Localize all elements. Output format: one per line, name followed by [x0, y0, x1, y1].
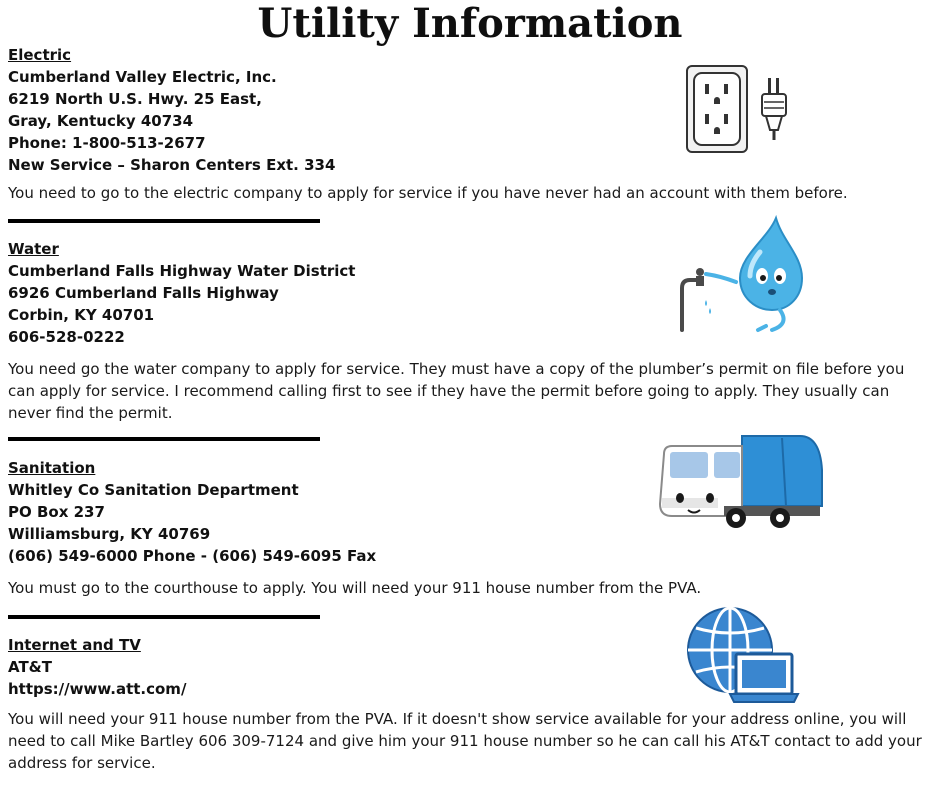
section-divider — [8, 615, 320, 619]
section-heading-water: Water — [8, 240, 59, 258]
water-company-name: Cumberland Falls Highway Water District — [8, 262, 356, 280]
electric-address-street: 6219 North U.S. Hwy. 25 East, — [8, 90, 262, 108]
water-address-street: 6926 Cumberland Falls Highway — [8, 284, 279, 302]
electric-new-service: New Service – Sharon Centers Ext. 334 — [8, 156, 336, 174]
water-address-city: Corbin, KY 40701 — [8, 306, 155, 324]
internet-provider-url: https://www.att.com/ — [8, 680, 187, 698]
sanitation-address-city: Williamsburg, KY 40769 — [8, 525, 211, 543]
section-divider — [8, 437, 320, 441]
page-title: Utility Information — [257, 0, 683, 47]
sanitation-department-name: Whitley Co Sanitation Department — [8, 481, 299, 499]
section-heading-internet-tv: Internet and TV — [8, 636, 141, 654]
sanitation-phone-fax: (606) 549-6000 Phone - (606) 549-6095 Fax — [8, 547, 377, 565]
internet-description: You will need your 911 house number from the PVA. If it doesn't show service available for your address online, you will need to call Mike Bartley 606 309-7124 and give him your 911 house number so he can call his AT&T contact to add your address for service. — [8, 710, 922, 772]
globe-and-laptop-icon — [684, 604, 804, 708]
section-heading-electric: Electric — [8, 46, 72, 64]
electric-phone: Phone: 1-800-513-2677 — [8, 134, 206, 152]
electric-address-city: Gray, Kentucky 40734 — [8, 112, 194, 130]
section-heading-sanitation: Sanitation — [8, 459, 96, 477]
section-divider — [8, 219, 320, 223]
water-description: You need go the water company to apply for service. They must have a copy of the plumber’s permit on file before you can apply for service. I recommend calling first to see if they have the permit before going to apply. They usually can never find the permit. — [8, 360, 905, 422]
sanitation-description: You must go to the courthouse to apply. You will need your 911 house number from the PVA. — [8, 579, 702, 597]
electric-description: You need to go to the electric company to apply for service if you have never had an account with them before. — [8, 184, 848, 202]
water-drop-faucet-icon — [676, 212, 806, 336]
electrical-outlet-and-plug-icon — [684, 64, 796, 156]
internet-provider-name: AT&T — [8, 658, 52, 676]
garbage-truck-icon — [654, 432, 826, 532]
electric-company-name: Cumberland Valley Electric, Inc. — [8, 68, 277, 86]
water-phone: 606-528-0222 — [8, 328, 125, 346]
sanitation-po-box: PO Box 237 — [8, 503, 105, 521]
